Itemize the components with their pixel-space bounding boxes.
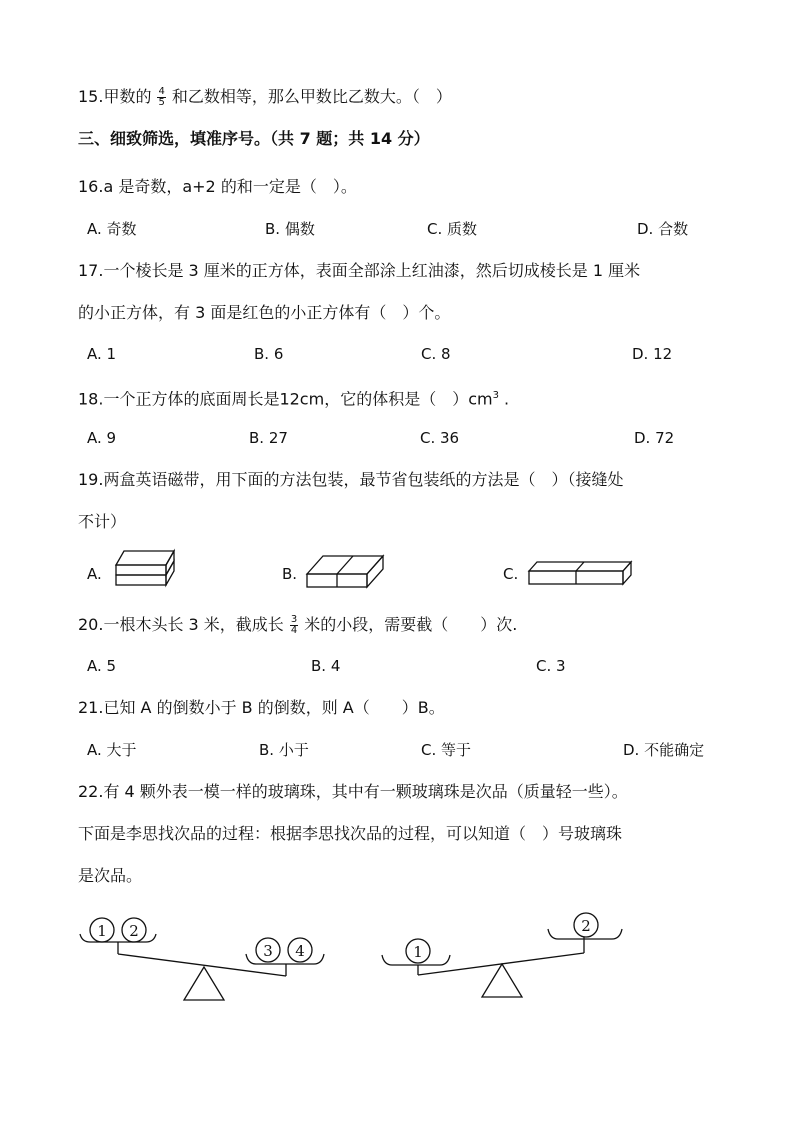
q22-stem-line3: 是次品。: [78, 866, 143, 885]
fraction-3-4: $\frac{3}{4}$: [290, 614, 298, 636]
q17-option-d[interactable]: D. 12: [632, 345, 673, 363]
q17-stem-line2: 的小正方体，有 3 面是红色的小正方体有（ ）个。: [78, 303, 451, 322]
q19-option-c[interactable]: C.: [503, 565, 519, 583]
balance-scale-2-figure: [378, 905, 628, 1005]
q22-stem-line1: 22.有 4 颗外表一模一样的玻璃珠，其中有一颗玻璃珠是次品（质量轻一些）。: [78, 782, 628, 801]
q17-option-c[interactable]: C. 8: [421, 345, 451, 363]
q20-option-a[interactable]: A. 5: [87, 657, 117, 675]
q20-option-b[interactable]: B. 4: [311, 657, 341, 675]
ball-label-1: 1: [97, 922, 107, 940]
q21-option-b[interactable]: B. 小于: [259, 741, 309, 759]
q20-stem: 20.一根木头长 3 米，截成长 $\frac{3}{4}$ 米的小段，需要截（ ）次.: [78, 614, 518, 636]
end-to-end-boxes-figure: [525, 558, 635, 590]
q21-option-c[interactable]: C. 等于: [421, 741, 472, 759]
ball-label-1b: 1: [413, 943, 423, 961]
q21-option-d[interactable]: D. 不能确定: [623, 741, 705, 759]
q16-stem: 16.a 是奇数，a+2 的和一定是（ ）。: [78, 177, 357, 196]
q18-option-c[interactable]: C. 36: [420, 429, 460, 447]
balance-scale-1-figure: [78, 912, 328, 1007]
q16-option-a[interactable]: A. 奇数: [87, 220, 137, 238]
q19-stem-line1: 19.两盒英语磁带，用下面的方法包装，最节省包装纸的方法是（ ）（接缝处: [78, 470, 624, 489]
q16-option-d[interactable]: D. 合数: [637, 220, 689, 238]
q21-option-a[interactable]: A. 大于: [87, 741, 137, 759]
q15-stem: 15.甲数的 $\frac{4}{5}$ 和乙数相等，那么甲数比乙数大。（ ）: [78, 86, 452, 108]
q19-stem-line2: 不计）: [78, 512, 127, 531]
q17-option-b[interactable]: B. 6: [254, 345, 284, 363]
q16-option-c[interactable]: C. 质数: [427, 220, 478, 238]
side-by-side-boxes-figure: [303, 552, 385, 592]
q16-option-b[interactable]: B. 偶数: [265, 220, 315, 238]
q18-option-b[interactable]: B. 27: [249, 429, 288, 447]
stacked-boxes-figure: [112, 548, 176, 596]
q19-option-a[interactable]: A.: [87, 565, 102, 583]
q18-option-d[interactable]: D. 72: [634, 429, 675, 447]
fraction-4-5: $\frac{4}{5}$: [158, 86, 165, 108]
q20-option-c[interactable]: C. 3: [536, 657, 566, 675]
q21-stem: 21.已知 A 的倒数小于 B 的倒数，则 A（ ）B。: [78, 698, 445, 717]
ball-label-4: 4: [295, 942, 305, 960]
q22-stem-line2: 下面是李思找次品的过程：根据李思找次品的过程，可以知道（ ）号玻璃珠: [78, 824, 623, 843]
ball-label-2: 2: [129, 922, 139, 940]
q18-option-a[interactable]: A. 9: [87, 429, 117, 447]
ball-label-3: 3: [263, 942, 273, 960]
q19-option-b[interactable]: B.: [282, 565, 298, 583]
q17-option-a[interactable]: A. 1: [87, 345, 117, 363]
q17-stem-line1: 17.一个棱长是 3 厘米的正方体，表面全部涂上红油漆，然后切成棱长是 1 厘米: [78, 261, 641, 280]
q18-stem: 18.一个正方体的底面周长是12cm，它的体积是（ ）$cm^3$ .: [78, 389, 510, 409]
section-heading: 三、细致筛选，填准序号。（共 7 题；共 14 分）: [78, 129, 430, 148]
ball-label-2b: 2: [581, 917, 591, 935]
